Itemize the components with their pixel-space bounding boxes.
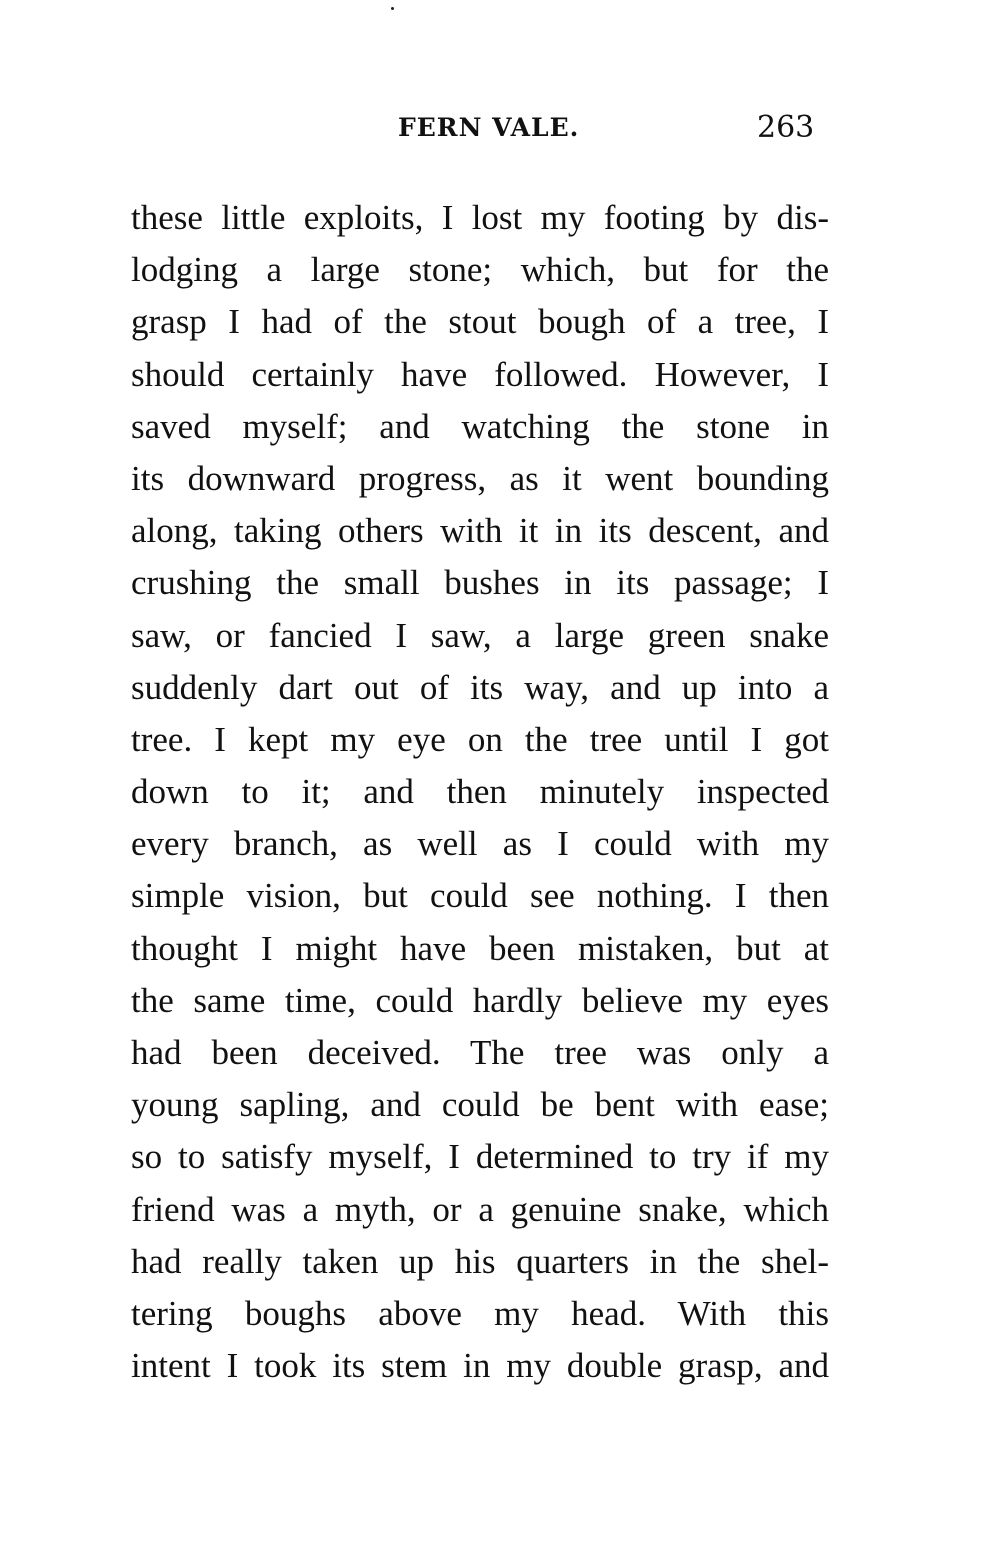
- text-line: lodging a large stone; which, but for the: [131, 250, 829, 290]
- text-line: every branch, as well as I could with my: [131, 824, 829, 864]
- text-line: friend was a myth, or a genuine snake, which: [131, 1189, 829, 1229]
- text-line: these little exploits, I lost my footing by dis-: [131, 198, 829, 237]
- text-line: tering boughs above my head. With this: [131, 1293, 829, 1333]
- text-line: thought I might have been mistaken, but at: [131, 928, 829, 968]
- text-line: young sapling, and could be bent with ease;: [131, 1085, 829, 1125]
- text-line: had really taken up his quarters in the shel-: [131, 1241, 829, 1281]
- text-line: simple vision, but could see nothing. I then: [131, 876, 829, 916]
- running-title: FERN VALE.: [398, 113, 580, 142]
- body-text: [131, 192, 829, 1392]
- text-line: tree. I kept my eye on the tree until I got: [131, 719, 829, 759]
- text-line: crushing the small bushes in its passage; I: [131, 563, 829, 603]
- text-line: suddenly dart out of its way, and up into a: [131, 667, 829, 707]
- page-number: 263: [757, 110, 815, 145]
- print-speck: [391, 7, 394, 10]
- text-line: intent I took its stem in my double grasp, and: [131, 1346, 829, 1386]
- text-line: had been deceived. The tree was only a: [131, 1033, 829, 1072]
- text-line: saw, or fancied I saw, a large green snake: [131, 615, 829, 655]
- text-line: saved myself; and watching the stone in: [131, 406, 829, 446]
- text-line: along, taking others with it in its descent, and: [131, 511, 829, 551]
- text-line: the same time, could hardly believe my eyes: [131, 980, 829, 1020]
- text-line: its downward progress, as it went bounding: [131, 458, 829, 498]
- text-line: down to it; and then minutely inspected: [131, 772, 829, 812]
- text-line: should certainly have followed. However, I: [131, 354, 829, 394]
- text-line: so to satisfy myself, I determined to try if my: [131, 1137, 829, 1177]
- text-line: grasp I had of the stout bough of a tree, I: [131, 302, 829, 342]
